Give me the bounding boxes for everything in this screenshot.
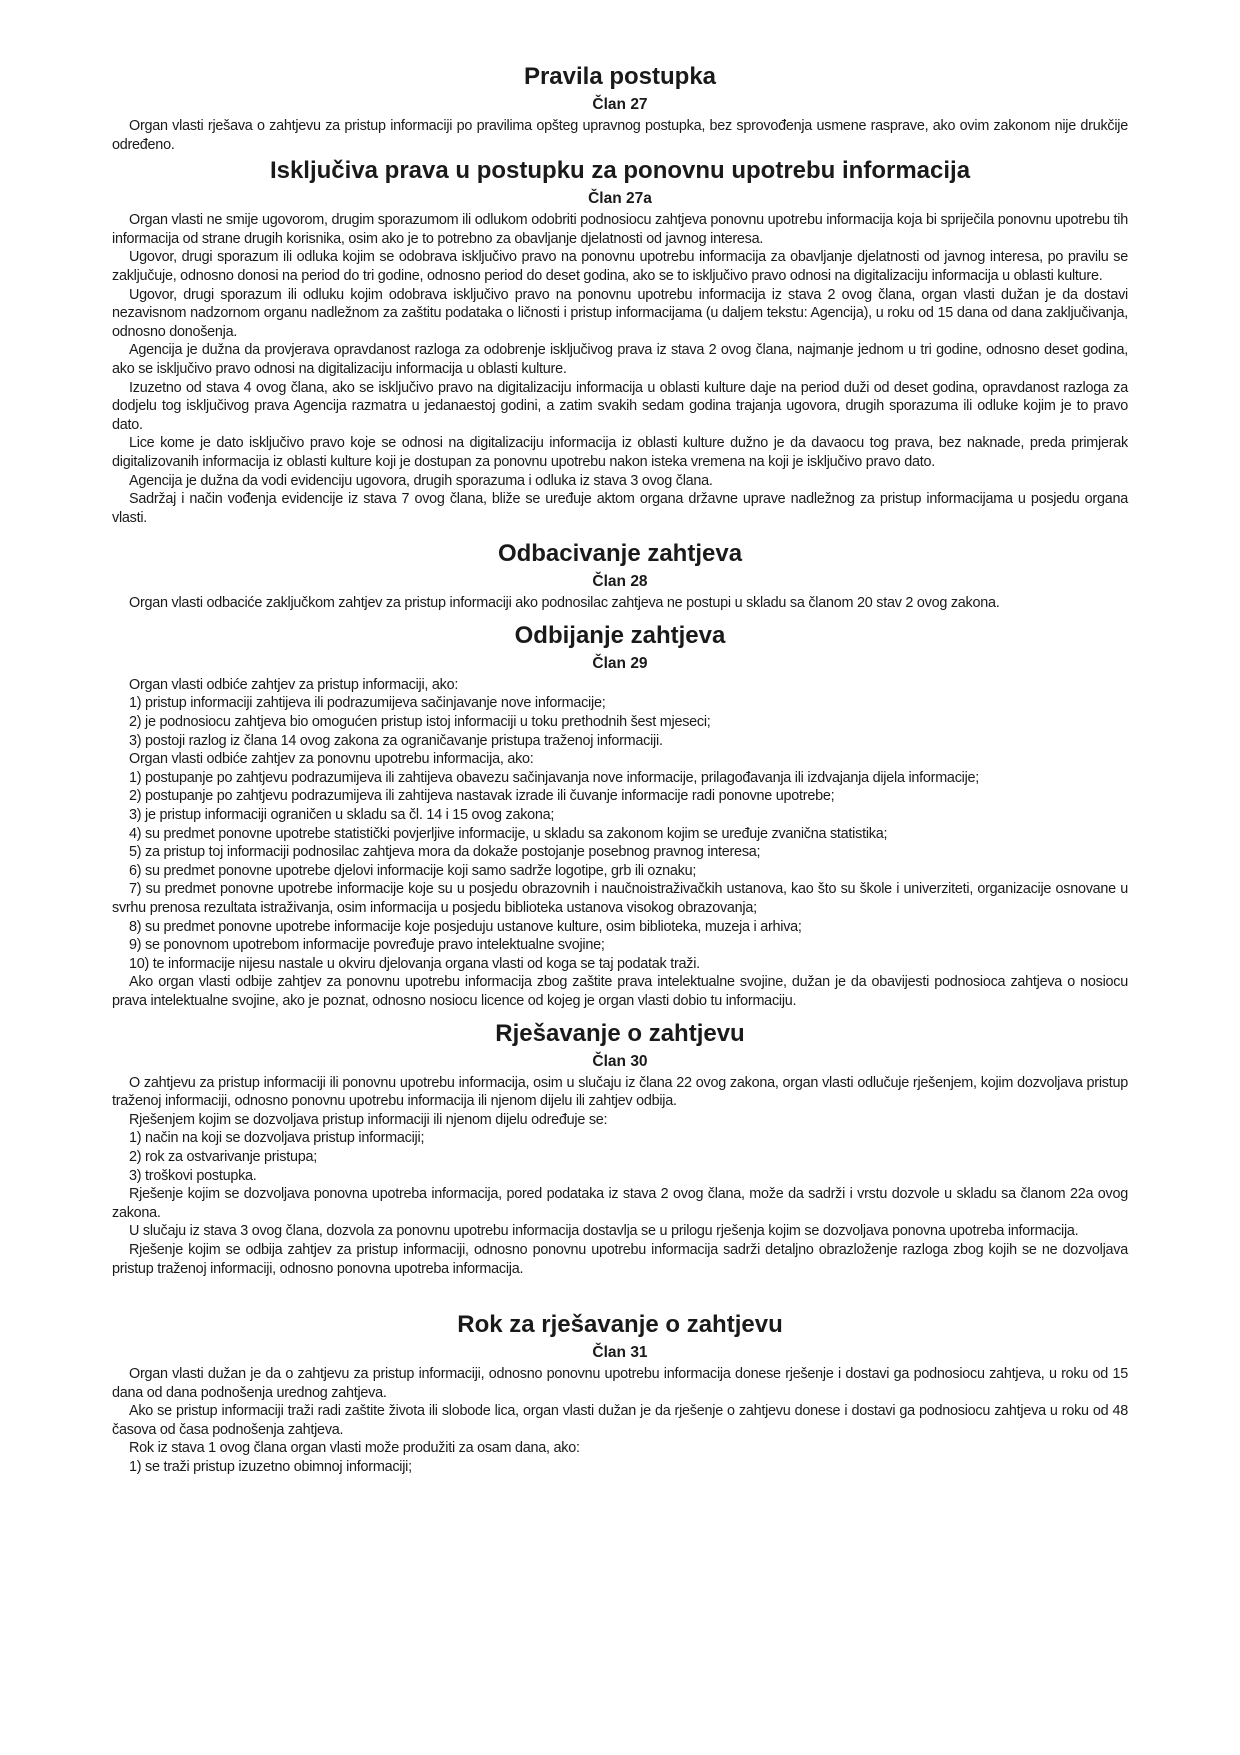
list-item: 2) rok za ostvarivanje pristupa; — [129, 1148, 317, 1165]
list-item: 6) su predmet ponovne upotrebe djelovi informacije koji samo sadrže logotipe, grb ili oznaku; — [129, 862, 697, 879]
list-item: 3) postoji razlog iz člana 14 ovog zakona za ograničavanje pristupa traženoj informaciji. — [129, 732, 663, 749]
list-item: 2) postupanje po zahtjevu podrazumijeva ili zahtijeva nastavak izrade ili čuvanje informacije radi ponovne upotrebe; — [129, 788, 835, 805]
paragraph: Rješenje kojim se dozvoljava ponovna upotreba informacija, pored podataka iz stava 2 ovog člana, može da sadrži i vrstu dozvole u skladu sa članom 22a ovog zakona. — [112, 1186, 1128, 1221]
paragraph: Rok iz stava 1 ovog člana organ vlasti može produžiti za osam dana, ako: — [129, 1440, 580, 1457]
paragraph: Organ vlasti odbiće zahtjev za pristup informaciji, ako: — [129, 676, 459, 693]
paragraph: Ugovor, drugi sporazum ili odluka kojim se odobrava isključivo pravo na ponovnu upotrebu informacija za obavljanje djelatnosti od javnog interesa, po pravilu se zaključuje, odnosno donosi na period do tri godine, odnosno period do deset godina, ako se to isključivo pravo odnosi na digitalizaciju informacija u oblasti kulture. — [112, 249, 1128, 284]
paragraph: Agencija je dužna da vodi evidenciju ugovora, drugih sporazuma i odluka iz stava 3 ovog člana. — [129, 472, 713, 489]
section-odbacivanje-zahtjeva — [112, 539, 1128, 613]
section-title: Rješavanje o zahtjevu — [495, 1019, 745, 1047]
section-title: Rok za rješavanje o zahtjevu — [457, 1311, 783, 1339]
paragraph: Sadržaj i način vođenja evidencije iz stava 7 ovog člana, bliže se uređuje aktom organa državne uprave nadležnog za pristup informacijama u posjedu organa vlasti. — [112, 491, 1128, 526]
paragraph: Izuzetno od stava 4 ovog člana, ako se isključivo pravo na digitalizaciju informacija u oblasti kulture daje na period duži od deset godina, opravdanost razloga za dodjelu tog isključivog prava Agencija razmatra u jedanaestoj godini, a zatim svakih sedam godina trajanja ugovora, drugih sporazuma ili odluke kojim je to pravo dato. — [112, 379, 1128, 433]
paragraph: Organ vlasti odbaciće zaključkom zahtjev za pristup informaciji ako podnosilac zahtjeva ne postupi u skladu sa članom 20 stav 2 ovog zakona. — [129, 595, 1000, 612]
section-odbijanje-zahtjeva — [112, 621, 1128, 1011]
section-rjesavanje-o-zahtjevu — [112, 1019, 1128, 1279]
section-rok-za-rjesavanje — [112, 1310, 1128, 1477]
paragraph: Organ vlasti odbiće zahtjev za ponovnu upotrebu informacija, ako: — [129, 751, 534, 768]
paragraph: Lice kome je dato isključivo pravo koje se odnosi na digitalizaciju informacija iz oblasti kulture dužno je da davaocu tog prava, bez naknade, preda primjerak digitalizovanih informacija iz oblasti kulture koji je dostupan za ponovnu upotrebu nakon isteka vremena na koji je isključivo pravo dato. — [112, 435, 1128, 470]
list-item: 3) troškovi postupka. — [129, 1167, 257, 1184]
paragraph: Ako se pristup informaciji traži radi zaštite života ili slobode lica, organ vlasti dužan je da rješenje o zahtjevu donese i dostavi ga podnosiocu zahtjeva u roku od 48 časova od časa podnošenja zahtjeva. — [112, 1403, 1128, 1438]
article-number: Član 30 — [592, 1052, 648, 1070]
section-title: Isključiva prava u postupku za ponovnu upotrebu informacija — [269, 157, 971, 185]
paragraph: Rješenje kojim se odbija zahtjev za pristup informaciji, odnosno ponovnu upotrebu informacija sadrži detaljno obrazloženje razloga zbog kojih se ne dozvoljava pristup traženoj informaciji, odnosno ponovna upotreba informacija. — [112, 1241, 1128, 1277]
list-item: 1) pristup informaciji zahtijeva ili podrazumijeva sačinjavanje nove informacije; — [129, 695, 606, 712]
paragraph: Organ vlasti rješava o zahtjevu za pristup informaciji po pravilima opšteg upravnog postupka, bez sprovođenja usmene rasprave, ako ovim zakonom nije drukčije određeno. — [112, 118, 1128, 153]
section-title: Odbijanje zahtjeva — [514, 621, 726, 649]
section-title: Pravila postupka — [523, 63, 717, 90]
list-item: 4) su predmet ponovne upotrebe statistički povjerljive informacije, u skladu sa zakonom kojim se uređuje zvanična statistika; — [129, 825, 888, 842]
section-pravila-postupka — [112, 62, 1128, 154]
paragraph: Organ vlasti dužan je da o zahtjevu za pristup informaciji, odnosno ponovnu upotrebu informacija donese rješenje i dostavi ga podnosiocu zahtjeva, u roku od 15 dana od dana podnošenja urednog zahtjeva. — [112, 1366, 1128, 1401]
list-item: 7) su predmet ponovne upotrebe informacije koje su u posjedu obrazovnih i naučnoistraživačkih ustanova, kao što su škole i univerziteti, organizacije osnovane u svrhu prenosa rezultata istraživanja, osim informacija u posjedu biblioteka ustanova visokog obrazovanja; — [112, 881, 1128, 916]
article-number: Član 27 — [592, 96, 648, 113]
list-item: 9) se ponovnom upotrebom informacije povređuje pravo intelektualne svojine; — [129, 937, 605, 954]
paragraph: Ugovor, drugi sporazum ili odluku kojim odobrava isključivo pravo na ponovnu upotrebu informacija iz stava 2 ovog člana, organ vlasti dužan je da dostavi nezavisnom nadzornom organu nadležnom za zaštitu podataka o ličnosti i pristup informacijama (u daljem tekstu: Agencija), u roku od 15 dana od dana zaključivanja, odnosno donošenja. — [112, 286, 1128, 340]
paragraph: Rješenjem kojim se dozvoljava pristup informaciji ili njenom dijelu određuje se: — [129, 1111, 608, 1128]
list-item: 1) se traži pristup izuzetno obimnoj informaciji; — [129, 1459, 412, 1476]
list-item: 2) je podnosiocu zahtjeva bio omogućen pristup istoj informaciji u toku prethodnih šest mjeseci; — [129, 714, 711, 731]
article-number: Član 28 — [592, 573, 648, 591]
section-title: Odbacivanje zahtjeva — [497, 540, 743, 568]
list-item: 10) te informacije nijesu nastale u okviru djelovanja organa vlasti od koga se taj podatak traži. — [129, 955, 700, 972]
section-iskljuciva-prava — [112, 156, 1128, 527]
paragraph: Organ vlasti ne smije ugovorom, drugim sporazumom ili odlukom odobriti podnosiocu zahtjeva ponovnu upotrebu informacija koja bi spriječila ponovnu upotrebu tih informacija od strane drugih korisnika, osim ako je to potrebno za obavljanje djelatnosti od javnog interesa. — [112, 212, 1128, 247]
list-item: 8) su predmet ponovne upotrebe informacije koje posjeduju ustanove kulture, osim biblioteka, muzeja i arhiva; — [129, 918, 802, 935]
paragraph: O zahtjevu za pristup informaciji ili ponovnu upotrebu informacija, osim u slučaju iz člana 22 ovog zakona, organ vlasti odlučuje rješenjem, kojim dozvoljava pristup traženoj informaciji, odnosno ponovnu upotrebu informacija ili njenom dijelu ili zahtjev odbija. — [112, 1074, 1128, 1110]
paragraph: Agencija je dužna da provjerava opravdanost razloga za odobrenje isključivog prava iz stava 2 ovog člana, najmanje jednom u tri godine, odnosno deset godina, ako se isključivo pravo odnosi na digitalizaciju informacija u oblasti kulture. — [112, 342, 1128, 377]
list-item: 1) način na koji se dozvoljava pristup informaciji; — [129, 1130, 425, 1147]
list-item: 1) postupanje po zahtjevu podrazumijeva ili zahtijeva obavezu sačinjavanja nove informacije, prilagođavanja ili izdvajanja dijela informacije; — [129, 769, 980, 786]
article-number: Član 31 — [592, 1344, 648, 1362]
article-number: Član 27a — [588, 190, 652, 208]
article-number: Član 29 — [592, 654, 648, 672]
list-item: 3) je pristup informaciji ograničen u skladu sa čl. 14 i 15 ovog zakona; — [129, 807, 555, 824]
paragraph: U slučaju iz stava 3 ovog člana, dozvola za ponovnu upotrebu informacija dostavlja se u prilogu rješenja kojim se dozvoljava ponovna upotreba informacija. — [129, 1223, 1079, 1240]
paragraph: Ako organ vlasti odbije zahtjev za ponovnu upotrebu informacija zbog zaštite prava intelektualne svojine, dužan je da obavijesti podnosioca zahtjeva o nosiocu prava intelektualne svojine, ako je poznat, odnosno nosiocu licence od kojeg je organ vlasti dobio tu informaciju. — [112, 974, 1128, 1009]
list-item: 5) za pristup toj informaciji podnosilac zahtjeva mora da dokaže postojanje posebnog pravnog interesa; — [129, 844, 761, 861]
